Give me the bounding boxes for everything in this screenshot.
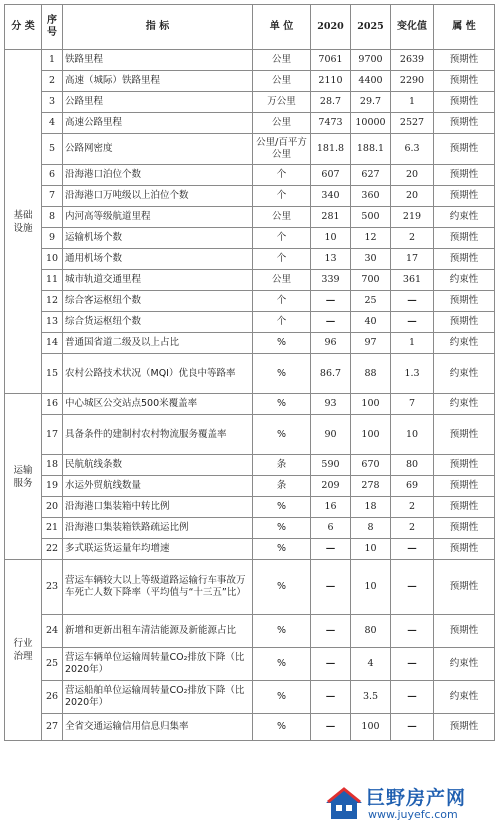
unit-cell: 公里 <box>253 50 311 71</box>
indicator-cell: 公路里程 <box>63 92 253 113</box>
seq-cell: 23 <box>42 560 63 615</box>
value-2025-cell: 360 <box>351 186 391 207</box>
attribute-cell: 预期性 <box>434 539 495 560</box>
attribute-cell: 预期性 <box>434 113 495 134</box>
indicator-cell: 民航航线条数 <box>63 455 253 476</box>
indicator-cell: 普通国省道二级及以上占比 <box>63 333 253 354</box>
unit-cell: 个 <box>253 165 311 186</box>
category-governance: 行业治理 <box>5 560 42 741</box>
seq-cell: 20 <box>42 497 63 518</box>
change-cell: 80 <box>391 455 434 476</box>
table-header-row <box>5 5 495 50</box>
change-cell: — <box>391 312 434 333</box>
attribute-cell: 预期性 <box>434 134 495 165</box>
value-2025-cell: 188.1 <box>351 134 391 165</box>
seq-cell: 13 <box>42 312 63 333</box>
watermark-title: 巨野房产网 <box>366 787 467 809</box>
indicator-cell: 沿海港口集装箱铁路疏运比例 <box>63 518 253 539</box>
unit-cell: 公里/百平方公里 <box>253 134 311 165</box>
value-2020-cell: 590 <box>311 455 351 476</box>
value-2025-cell: 700 <box>351 270 391 291</box>
header-unit: 单 位 <box>253 5 311 50</box>
table-row <box>5 50 495 71</box>
change-cell: 361 <box>391 270 434 291</box>
seq-cell: 7 <box>42 186 63 207</box>
table-row <box>5 648 495 681</box>
attribute-cell: 约束性 <box>434 354 495 394</box>
seq-cell: 9 <box>42 228 63 249</box>
unit-cell: % <box>253 714 311 741</box>
change-cell: — <box>391 539 434 560</box>
value-2020-cell: 10 <box>311 228 351 249</box>
attribute-cell: 预期性 <box>434 476 495 497</box>
change-cell: 2639 <box>391 50 434 71</box>
attribute-cell: 预期性 <box>434 615 495 648</box>
change-cell: 2 <box>391 497 434 518</box>
value-2020-cell: 2110 <box>311 71 351 92</box>
table-row <box>5 134 495 165</box>
value-2020-cell: — <box>311 312 351 333</box>
seq-cell: 2 <box>42 71 63 92</box>
indicator-cell: 全省交通运输信用信息归集率 <box>63 714 253 741</box>
value-2020-cell: 28.7 <box>311 92 351 113</box>
attribute-cell: 预期性 <box>434 249 495 270</box>
header-seq: 序号 <box>42 5 63 50</box>
indicator-cell: 公路网密度 <box>63 134 253 165</box>
change-cell: 2527 <box>391 113 434 134</box>
indicator-cell: 沿海港口泊位个数 <box>63 165 253 186</box>
change-cell: 7 <box>391 394 434 415</box>
change-cell: — <box>391 615 434 648</box>
value-2020-cell: 16 <box>311 497 351 518</box>
value-2020-cell: 96 <box>311 333 351 354</box>
attribute-cell: 预期性 <box>434 50 495 71</box>
header-attribute: 属 性 <box>434 5 495 50</box>
unit-cell: 个 <box>253 291 311 312</box>
table-row <box>5 615 495 648</box>
indicator-cell: 新增和更新出租车清洁能源及新能源占比 <box>63 615 253 648</box>
table-row <box>5 270 495 291</box>
table-row <box>5 415 495 455</box>
change-cell: 20 <box>391 186 434 207</box>
attribute-cell: 预期性 <box>434 165 495 186</box>
change-cell: 20 <box>391 165 434 186</box>
value-2025-cell: 100 <box>351 394 391 415</box>
table-row <box>5 497 495 518</box>
value-2025-cell: 500 <box>351 207 391 228</box>
indicator-cell: 沿海港口万吨级以上泊位个数 <box>63 186 253 207</box>
table-row <box>5 455 495 476</box>
unit-cell: % <box>253 615 311 648</box>
unit-cell: % <box>253 648 311 681</box>
table-row <box>5 249 495 270</box>
value-2025-cell: 278 <box>351 476 391 497</box>
seq-cell: 16 <box>42 394 63 415</box>
value-2025-cell: 10 <box>351 560 391 615</box>
table-row <box>5 71 495 92</box>
value-2025-cell: 627 <box>351 165 391 186</box>
table-row <box>5 291 495 312</box>
unit-cell: % <box>253 518 311 539</box>
table-row <box>5 333 495 354</box>
unit-cell: 公里 <box>253 71 311 92</box>
value-2025-cell: 100 <box>351 415 391 455</box>
value-2020-cell: 281 <box>311 207 351 228</box>
attribute-cell: 预期性 <box>434 312 495 333</box>
table-row <box>5 714 495 741</box>
indicator-cell: 通用机场个数 <box>63 249 253 270</box>
unit-cell: 个 <box>253 186 311 207</box>
attribute-cell: 预期性 <box>434 415 495 455</box>
change-cell: 1 <box>391 92 434 113</box>
change-cell: — <box>391 560 434 615</box>
attribute-cell: 预期性 <box>434 497 495 518</box>
indicator-cell: 营运车辆较大以上等级道路运输行车事故万车死亡人数下降率（平均值与“十三五”比） <box>63 560 253 615</box>
site-watermark-logo <box>322 782 498 824</box>
value-2020-cell: 607 <box>311 165 351 186</box>
table-row <box>5 207 495 228</box>
value-2025-cell: 97 <box>351 333 391 354</box>
value-2020-cell: 6 <box>311 518 351 539</box>
value-2025-cell: 80 <box>351 615 391 648</box>
indicator-table <box>4 4 495 741</box>
unit-cell: % <box>253 354 311 394</box>
value-2020-cell: 90 <box>311 415 351 455</box>
seq-cell: 1 <box>42 50 63 71</box>
indicator-cell: 高速公路里程 <box>63 113 253 134</box>
seq-cell: 4 <box>42 113 63 134</box>
value-2025-cell: 88 <box>351 354 391 394</box>
seq-cell: 5 <box>42 134 63 165</box>
indicator-cell: 沿海港口集装箱中转比例 <box>63 497 253 518</box>
indicator-cell: 营运车辆单位运输周转量CO₂排放下降（比2020年） <box>63 648 253 681</box>
change-cell: 219 <box>391 207 434 228</box>
indicator-cell: 铁路里程 <box>63 50 253 71</box>
change-cell: — <box>391 291 434 312</box>
attribute-cell: 预期性 <box>434 92 495 113</box>
table-row <box>5 476 495 497</box>
value-2025-cell: 100 <box>351 714 391 741</box>
header-2025: 2025 <box>351 5 391 50</box>
value-2025-cell: 29.7 <box>351 92 391 113</box>
unit-cell: 公里 <box>253 207 311 228</box>
seq-cell: 12 <box>42 291 63 312</box>
value-2020-cell: 7473 <box>311 113 351 134</box>
attribute-cell: 预期性 <box>434 71 495 92</box>
change-cell: 2 <box>391 518 434 539</box>
value-2025-cell: 8 <box>351 518 391 539</box>
value-2020-cell: 93 <box>311 394 351 415</box>
watermark-url: www.juyefc.com <box>368 808 458 821</box>
indicator-cell: 多式联运货运量年均增速 <box>63 539 253 560</box>
indicator-cell: 中心城区公交站点500米覆盖率 <box>63 394 253 415</box>
seq-cell: 3 <box>42 92 63 113</box>
indicator-cell: 内河高等级航道里程 <box>63 207 253 228</box>
table-row <box>5 165 495 186</box>
value-2020-cell: 13 <box>311 249 351 270</box>
indicator-cell: 运输机场个数 <box>63 228 253 249</box>
unit-cell: 公里 <box>253 270 311 291</box>
value-2020-cell: 7061 <box>311 50 351 71</box>
unit-cell: 个 <box>253 312 311 333</box>
unit-cell: 万公里 <box>253 92 311 113</box>
table-row <box>5 312 495 333</box>
attribute-cell: 约束性 <box>434 207 495 228</box>
table-row <box>5 539 495 560</box>
value-2020-cell: 86.7 <box>311 354 351 394</box>
table-row <box>5 354 495 394</box>
value-2020-cell: — <box>311 560 351 615</box>
indicator-cell: 城市轨道交通里程 <box>63 270 253 291</box>
header-2020: 2020 <box>311 5 351 50</box>
attribute-cell: 约束性 <box>434 648 495 681</box>
attribute-cell: 预期性 <box>434 560 495 615</box>
change-cell: 2 <box>391 228 434 249</box>
seq-cell: 11 <box>42 270 63 291</box>
header-category: 分 类 <box>5 5 42 50</box>
table-row <box>5 113 495 134</box>
seq-cell: 25 <box>42 648 63 681</box>
attribute-cell: 预期性 <box>434 228 495 249</box>
value-2025-cell: 9700 <box>351 50 391 71</box>
change-cell: 1.3 <box>391 354 434 394</box>
value-2020-cell: 340 <box>311 186 351 207</box>
attribute-cell: 约束性 <box>434 333 495 354</box>
seq-cell: 24 <box>42 615 63 648</box>
attribute-cell: 约束性 <box>434 394 495 415</box>
seq-cell: 10 <box>42 249 63 270</box>
change-cell: — <box>391 714 434 741</box>
value-2025-cell: 25 <box>351 291 391 312</box>
table-row <box>5 228 495 249</box>
attribute-cell: 预期性 <box>434 291 495 312</box>
seq-cell: 8 <box>42 207 63 228</box>
table-row <box>5 92 495 113</box>
value-2020-cell: 181.8 <box>311 134 351 165</box>
unit-cell: 个 <box>253 228 311 249</box>
category-infrastructure: 基础设施 <box>5 50 42 394</box>
change-cell: 6.3 <box>391 134 434 165</box>
indicator-cell: 综合客运枢纽个数 <box>63 291 253 312</box>
seq-cell: 19 <box>42 476 63 497</box>
seq-cell: 22 <box>42 539 63 560</box>
value-2025-cell: 4400 <box>351 71 391 92</box>
table-row <box>5 560 495 615</box>
seq-cell: 6 <box>42 165 63 186</box>
value-2020-cell: — <box>311 539 351 560</box>
value-2020-cell: 209 <box>311 476 351 497</box>
seq-cell: 14 <box>42 333 63 354</box>
unit-cell: % <box>253 681 311 714</box>
indicator-cell: 水运外贸航线数量 <box>63 476 253 497</box>
value-2025-cell: 4 <box>351 648 391 681</box>
value-2025-cell: 10000 <box>351 113 391 134</box>
unit-cell: 条 <box>253 455 311 476</box>
value-2025-cell: 30 <box>351 249 391 270</box>
header-indicator: 指 标 <box>63 5 253 50</box>
change-cell: 10 <box>391 415 434 455</box>
unit-cell: 个 <box>253 249 311 270</box>
value-2020-cell: 339 <box>311 270 351 291</box>
table-row <box>5 186 495 207</box>
house-logo-icon <box>324 785 364 821</box>
value-2020-cell: — <box>311 615 351 648</box>
value-2025-cell: 40 <box>351 312 391 333</box>
indicator-cell: 营运船舶单位运输周转量CO₂排放下降（比2020年） <box>63 681 253 714</box>
value-2025-cell: 3.5 <box>351 681 391 714</box>
indicator-cell: 综合货运枢纽个数 <box>63 312 253 333</box>
value-2020-cell: — <box>311 681 351 714</box>
table-row <box>5 681 495 714</box>
attribute-cell: 预期性 <box>434 455 495 476</box>
unit-cell: 公里 <box>253 113 311 134</box>
attribute-cell: 预期性 <box>434 714 495 741</box>
value-2025-cell: 10 <box>351 539 391 560</box>
indicator-cell: 具备条件的建制村农村物流服务覆盖率 <box>63 415 253 455</box>
table-row <box>5 394 495 415</box>
header-change: 变化值 <box>391 5 434 50</box>
change-cell: 2290 <box>391 71 434 92</box>
change-cell: 69 <box>391 476 434 497</box>
attribute-cell: 约束性 <box>434 681 495 714</box>
seq-cell: 26 <box>42 681 63 714</box>
unit-cell: % <box>253 394 311 415</box>
indicator-cell: 农村公路技术状况（MQI）优良中等路率 <box>63 354 253 394</box>
unit-cell: % <box>253 497 311 518</box>
change-cell: 17 <box>391 249 434 270</box>
value-2025-cell: 12 <box>351 228 391 249</box>
unit-cell: % <box>253 560 311 615</box>
unit-cell: % <box>253 415 311 455</box>
value-2025-cell: 18 <box>351 497 391 518</box>
indicator-cell: 高速（城际）铁路里程 <box>63 71 253 92</box>
value-2020-cell: — <box>311 714 351 741</box>
seq-cell: 15 <box>42 354 63 394</box>
attribute-cell: 预期性 <box>434 186 495 207</box>
value-2020-cell: — <box>311 648 351 681</box>
value-2025-cell: 670 <box>351 455 391 476</box>
seq-cell: 17 <box>42 415 63 455</box>
category-transport-service: 运输服务 <box>5 394 42 560</box>
attribute-cell: 预期性 <box>434 518 495 539</box>
change-cell: 1 <box>391 333 434 354</box>
table-row <box>5 518 495 539</box>
change-cell: — <box>391 681 434 714</box>
change-cell: — <box>391 648 434 681</box>
unit-cell: % <box>253 539 311 560</box>
attribute-cell: 约束性 <box>434 270 495 291</box>
value-2020-cell: — <box>311 291 351 312</box>
unit-cell: % <box>253 333 311 354</box>
seq-cell: 21 <box>42 518 63 539</box>
unit-cell: 条 <box>253 476 311 497</box>
seq-cell: 18 <box>42 455 63 476</box>
seq-cell: 27 <box>42 714 63 741</box>
